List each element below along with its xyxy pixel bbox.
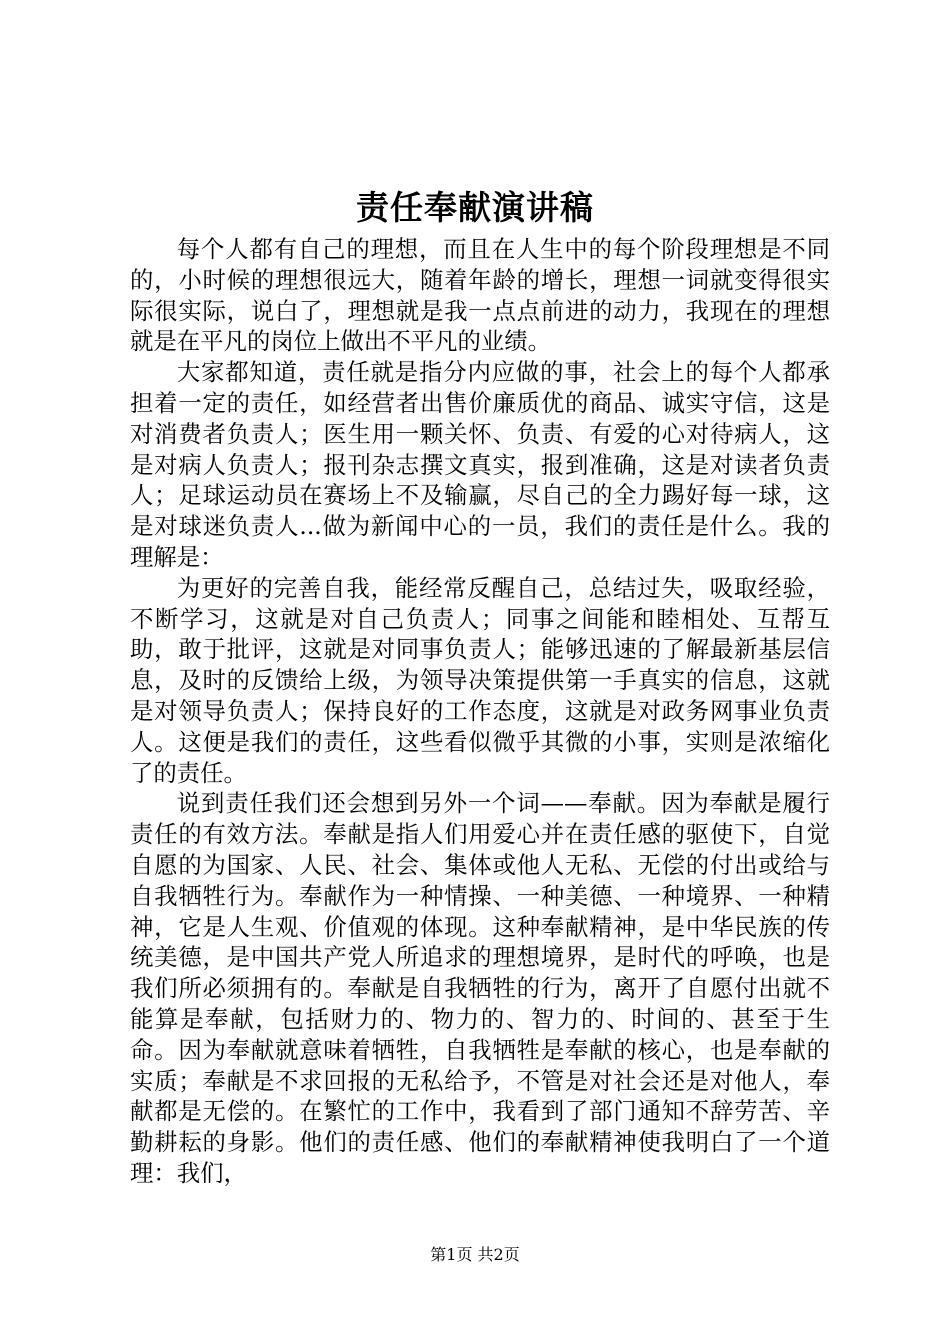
document-title: 责任奉献演讲稿 [356, 188, 594, 227]
paragraph-responsibility: 大家都知道，责任就是指分内应做的事，社会上的每个人都承担着一定的责任，如经营者出售价廉质优的商品、诚实守信，这是对消费者负责人；医生用一颗关怀、负责、有爱的心对待病人，这是对病人负责人；报刊杂志撰文真实，报到准确，这是对读者负责人；足球运动员在赛场上不及输赢，尽自己的全力踢好每一球，这是对球迷负责人...做为新闻中心的一员，我们的责任是什么。我的理解是： [130, 358, 830, 571]
paragraph-our-responsibility: 为更好的完善自我，能经常反醒自己，总结过失，吸取经验，不断学习，这就是对自己负责人；同事之间能和睦相处、互帮互助，敢于批评，这就是对同事负责人；能够迅速的了解最新基层信息，及时的反馈给上级，为领导决策提供第一手真实的信息，这就是对领导负责人；保持良好的工作态度，这就是对政务网事业负责人。这便是我们的责任，这些看似微乎其微的小事，实则是浓缩化了的责任。 [130, 573, 830, 787]
document-body [130, 234, 830, 1189]
paragraph-ideal: 每个人都有自己的理想，而且在人生中的每个阶段理想是不同的，小时候的理想很远大，随着年龄的增长，理想一词就变得很实际很实际，说白了，理想就是我一点点前进的动力，我现在的理想就是在平凡的岗位上做出不平凡的业绩。 [130, 235, 830, 356]
page-number: 第1页 共2页 [430, 1245, 520, 1264]
paragraph-dedication: 说到责任我们还会想到另外一个词——奉献。因为奉献是履行责任的有效方法。奉献是指人们用爱心并在责任感的驱使下，自觉自愿的为国家、人民、社会、集体或他人无私、无偿的付出或给与自我牺牲行为。奉献作为一种情操、一种美德、一种境界、一种精神，它是人生观、价值观的体现。这种奉献精神，是中华民族的传统美德，是中国共产党人所追求的理想境界，是时代的呼唤，也是我们所必须拥有的。奉献是自我牺牲的行为，离开了自愿付出就不能算是奉献，包括财力的、物力的、智力的、时间的、甚至于生命。因为奉献就意味着牺牲，自我牺牲是奉献的核心，也是奉献的实质；奉献是不求回报的无私给予，不管是对社会还是对他人，奉献都是无偿的。在繁忙的工作中，我看到了部门通知不辞劳苦、辛勤耕耘的身影。他们的责任感、他们的奉献精神使我明白了一个道理：我们， [130, 789, 830, 1187]
